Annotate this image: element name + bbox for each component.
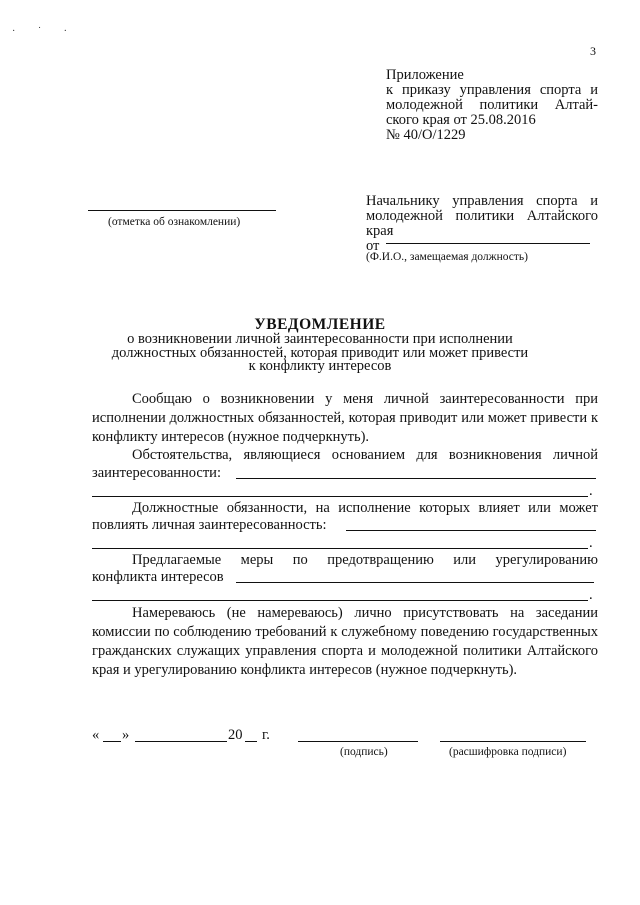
date-year-suffix: г. bbox=[262, 727, 270, 743]
addressee-from: от bbox=[366, 238, 380, 254]
paragraph-declaration: Сообщаю о возникновении у меня личной заинтересованности при исполнении должностных обязанностей, которая приводит или может привести к конфликту интересов (нужное подчеркнуть). bbox=[92, 391, 598, 445]
signature-line bbox=[298, 741, 418, 742]
appendix-line: Приложение bbox=[386, 67, 464, 83]
addressee-line: края bbox=[366, 223, 394, 239]
measures-line bbox=[236, 582, 594, 583]
appendix-line: молодежной политики Алтай- bbox=[386, 97, 598, 113]
document-subtitle: должностных обязанностей, которая приводит или может привести bbox=[111, 345, 529, 361]
signature-decode-line bbox=[440, 741, 586, 742]
circumstances-label: заинтересованности: bbox=[92, 465, 221, 481]
paragraph-circumstances: Обстоятельства, являющиеся основанием для возникновения личной bbox=[132, 447, 598, 463]
duties-label: повлиять личная заинтересованность: bbox=[92, 517, 327, 533]
scan-marks: · ˙ · bbox=[12, 26, 77, 37]
measures-label: конфликта интересов bbox=[92, 569, 224, 585]
ack-signature-line bbox=[88, 210, 276, 211]
paragraph-intention: Намереваюсь (не намереваюсь) лично присутствовать на заседании комиссии по соблюдению требований к служебному поведению государственных гражданских служащих управления спорта и молодежной политики Алтайского края и урегулированию конфликта интересов (нужное подчеркнуть). bbox=[92, 605, 598, 678]
circumstances-line-2 bbox=[92, 496, 588, 497]
circumstances-line bbox=[236, 478, 596, 479]
duties-line-2 bbox=[92, 548, 588, 549]
measures-line-2 bbox=[92, 600, 588, 601]
appendix-line: № 40/О/1229 bbox=[386, 127, 466, 143]
document-subtitle: о возникновении личной заинтересованности при исполнении bbox=[127, 331, 513, 347]
document-title: УВЕДОМЛЕНИЕ bbox=[254, 316, 386, 333]
date-year-line bbox=[245, 741, 257, 742]
line-end-dot: . bbox=[589, 483, 593, 499]
appendix-line: ского края от 25.08.2016 bbox=[386, 112, 536, 128]
page-number: 3 bbox=[590, 44, 596, 58]
duties-line bbox=[346, 530, 596, 531]
paragraph-duties: Должностные обязанности, на исполнение которых влияет или может bbox=[132, 500, 598, 516]
date-year: 20 bbox=[228, 727, 243, 743]
date-quote-close: » bbox=[122, 727, 130, 743]
addressee-hint: (Ф.И.О., замещаемая должность) bbox=[366, 251, 528, 263]
date-day-line bbox=[103, 741, 121, 742]
date-month-line bbox=[135, 741, 227, 742]
ack-label: (отметка об ознакомлении) bbox=[108, 216, 241, 228]
addressee-from-line bbox=[386, 243, 590, 244]
paragraph-measures: Предлагаемые меры по предотвращению или урегулированию bbox=[132, 552, 598, 568]
line-end-dot: . bbox=[589, 535, 593, 551]
date-quote-open: « bbox=[92, 727, 100, 743]
addressee-line: молодежной политики Алтайского bbox=[366, 208, 598, 224]
line-end-dot: . bbox=[589, 587, 593, 603]
addressee-block bbox=[366, 194, 598, 254]
document-subtitle: к конфликту интересов bbox=[248, 358, 392, 374]
appendix-line: к приказу управления спорта и bbox=[386, 82, 598, 98]
appendix-block bbox=[386, 68, 598, 143]
signature-decode-label: (расшифровка подписи) bbox=[449, 746, 567, 758]
addressee-line: Начальнику управления спорта и bbox=[366, 193, 598, 209]
signature-label: (подпись) bbox=[340, 746, 388, 758]
